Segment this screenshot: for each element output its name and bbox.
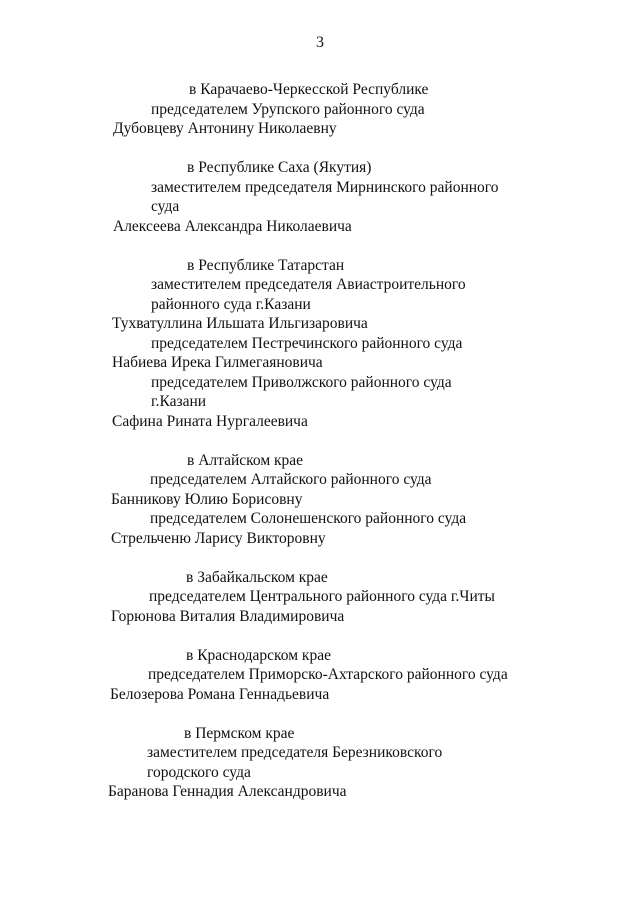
person-name: Горюнова Виталия Владимировича xyxy=(111,607,345,625)
person-name: Белозерова Романа Геннадьевича xyxy=(110,685,330,703)
appointment-section-perm xyxy=(0,724,640,802)
appointment-section-krasnodar xyxy=(0,646,640,705)
person-name: Дубовцеву Антонину Николаевну xyxy=(113,120,337,137)
appointment-section-tatarstan xyxy=(0,256,640,432)
region-heading: в Карачаево-Черкесской Республике xyxy=(189,81,429,98)
person-name: Стрельченю Ларису Викторовну xyxy=(111,529,326,547)
person-name: Тухватуллина Ильшата Ильгизаровича xyxy=(112,315,368,332)
document-body xyxy=(0,80,640,802)
position-line: председателем Пестречинского районного суда xyxy=(151,334,463,352)
person-name: Алексеева Александра Николаевича xyxy=(113,217,352,235)
position-line: заместителем председателя Мирнинского районного xyxy=(151,178,499,196)
person-name: Банникову Юлию Борисовну xyxy=(111,490,303,508)
position-line-continued: г.Казани xyxy=(151,393,207,410)
region-heading: в Алтайском крае xyxy=(187,451,304,469)
position-line-continued: суда xyxy=(151,198,180,215)
appointment-section-zabaykalsky xyxy=(0,568,640,627)
appointment-section-altai-krai xyxy=(0,451,640,549)
position-line-continued: городского суда xyxy=(147,763,251,781)
position-line: заместителем председателя Березниковского xyxy=(147,744,443,761)
region-heading: в Краснодарском крае xyxy=(186,646,331,664)
position-line: председателем Центрального районного суда г.Читы xyxy=(149,588,495,605)
position-line-continued: районного суда г.Казани xyxy=(151,295,311,313)
region-heading: в Республике Татарстан xyxy=(187,256,345,274)
position-line: председателем Алтайского районного суда xyxy=(150,471,432,488)
position-line: председателем Приволжского районного суда xyxy=(151,373,452,391)
person-name: Баранова Геннадия Александровича xyxy=(108,783,347,800)
region-heading: в Пермском крае xyxy=(184,724,295,742)
appointment-section-karachay-cherkessia xyxy=(0,80,640,139)
page-number: 3 xyxy=(316,34,324,51)
region-heading: в Забайкальском крае xyxy=(186,568,328,586)
position-line: председателем Солонешенского районного суда xyxy=(150,510,467,527)
position-line: председателем Приморско-Ахтарского районного суда xyxy=(148,666,508,683)
position-line: заместителем председателя Авиастроительного xyxy=(151,276,466,293)
person-name: Сафина Рината Нургалеевича xyxy=(112,412,308,430)
region-heading: в Республике Саха (Якутия) xyxy=(187,159,372,176)
position-line: председателем Урупского районного суда xyxy=(151,100,425,118)
person-name: Набиева Ирека Гилмегаяновича xyxy=(112,354,323,371)
appointment-section-sakha xyxy=(0,158,640,236)
